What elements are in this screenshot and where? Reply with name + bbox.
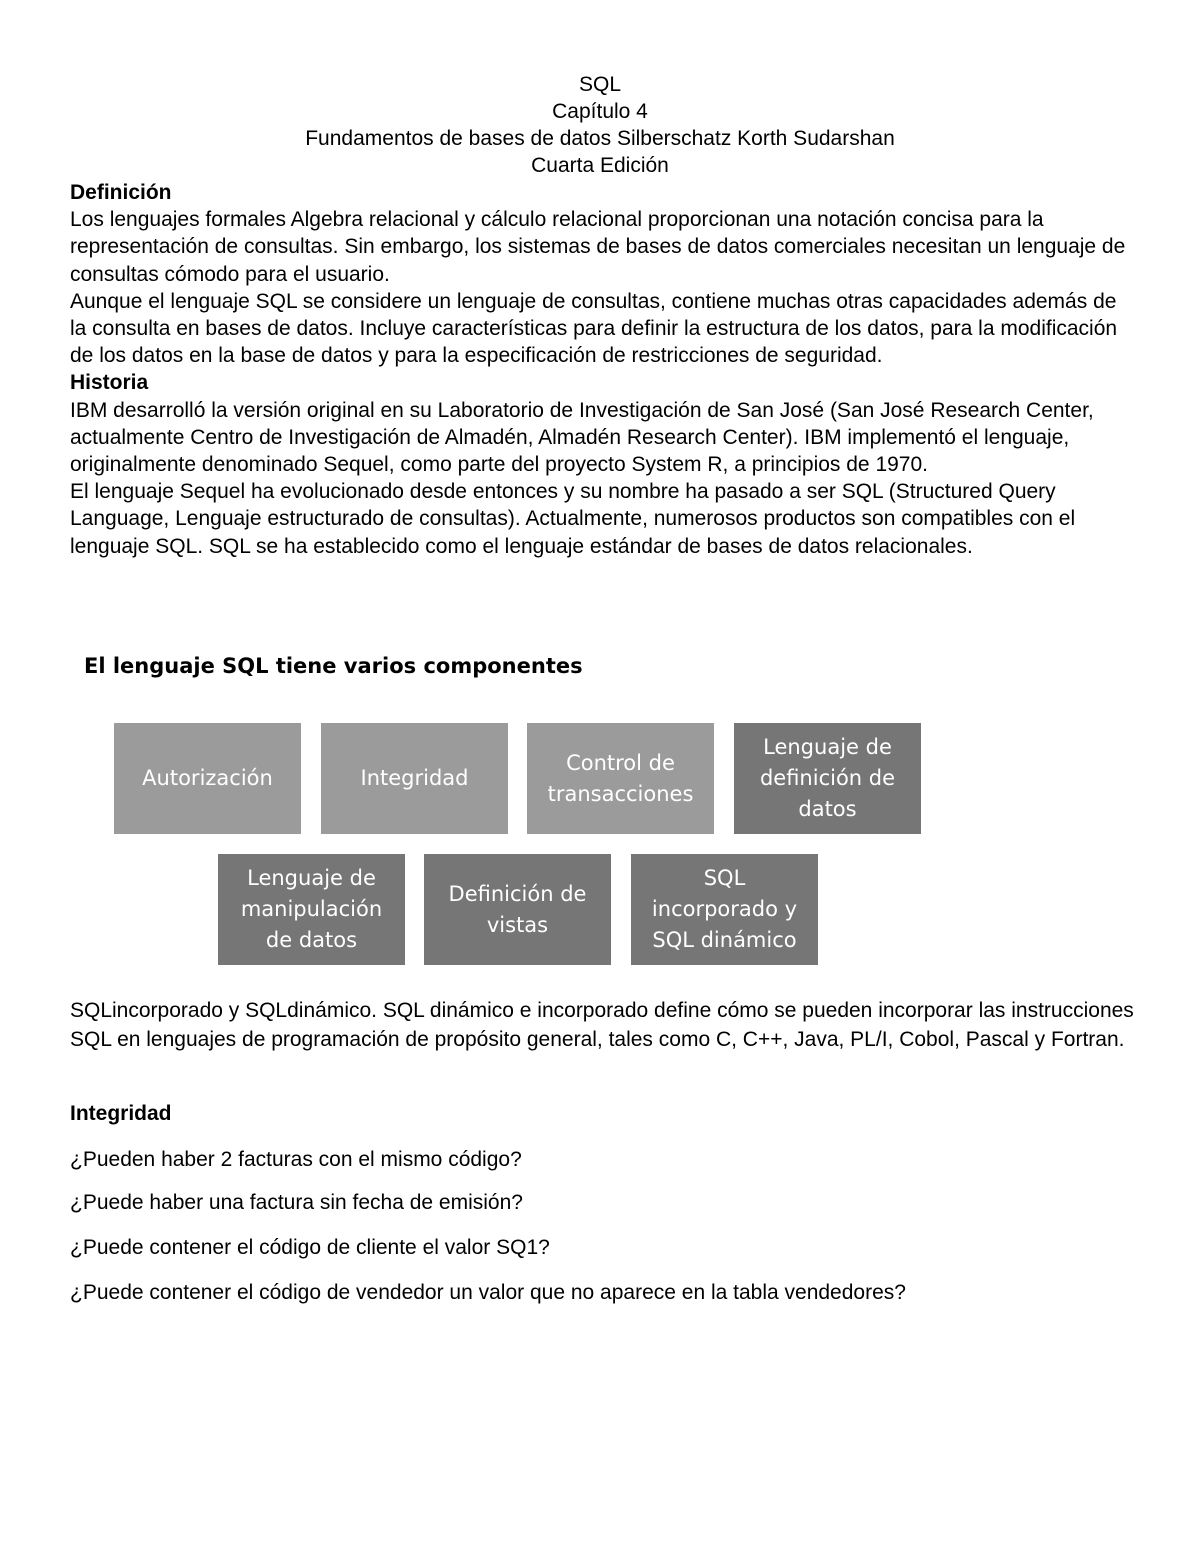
definicion-section [70, 179, 1135, 560]
document-title: SQL [578, 73, 622, 96]
integridad-question: ¿Puede contener el código de cliente el valor SQ1? [70, 1236, 550, 1259]
integridad-question: ¿Puede haber una factura sin fecha de emisión? [70, 1191, 523, 1214]
component-box-lenguaje-definicion-datos: Lenguaje de definición de datos [734, 723, 921, 834]
chapter-label: Capítulo 4 [552, 100, 648, 123]
component-box-control-transacciones: Control de transacciones [527, 723, 714, 834]
integridad-question: ¿Puede contener el código de vendedor un valor que no aparece en la tabla vendedores? [70, 1281, 906, 1304]
sql-incorporado-paragraph: SQLincorporado y SQLdinámico. SQL dinámico e incorporado define cómo se pueden incorporar las instrucciones SQL en lenguajes de programación de propósito general, tales como C, C++, Java, PL/I, Cobol, Pascal y Fortran. [70, 999, 1134, 1051]
historia-paragraph-2: El lenguaje Sequel ha evolucionado desde entonces y su nombre ha pasado a ser SQL (Structured Query Language, Lenguaje estructurado de consultas). Actualmente, numerosos productos son compatibles con el lenguaje SQL. SQL se ha establecido como el lenguaje estándar de bases de datos relacionales. [70, 480, 1076, 558]
component-box-definicion-vistas: Definición de vistas [424, 854, 611, 965]
book-reference: Fundamentos de bases de datos Silberschatz Korth Sudarshan [305, 127, 895, 150]
definicion-paragraph-1: Los lenguajes formales Algebra relacional y cálculo relacional proporcionan una notación concisa para la representación de consultas. Sin embargo, los sistemas de bases de datos comerciales necesitan un lenguaje de consultas cómodo para el usuario. [70, 208, 1126, 286]
component-box-lenguaje-manipulacion-datos: Lenguaje de manipulación de datos [218, 854, 405, 965]
integridad-heading: Integridad [70, 1102, 172, 1125]
component-box-autorizacion: Autorización [114, 723, 301, 834]
historia-heading: Historia [70, 371, 149, 395]
component-box-integridad: Integridad [321, 723, 508, 834]
definicion-paragraph-2: Aunque el lenguaje SQL se considere un lenguaje de consultas, contiene muchas otras capacidades además de la consulta en bases de datos. Incluye características para definir la estructura de los datos, para la modificación de los datos en la base de datos y para la especificación de restricciones de seguridad. [70, 289, 1118, 368]
edition-label: Cuarta Edición [531, 154, 669, 177]
historia-paragraph-1: IBM desarrolló la versión original en su Laboratorio de Investigación de San José (San José Research Center, actualmente Centro de Investigación de Almadén, Almadén Research Center). IBM implementó el lenguaje, originalmente denominado Sequel, como parte del proyecto System R, a principios de 1970. [70, 398, 1094, 477]
integridad-question: ¿Pueden haber 2 facturas con el mismo código? [70, 1148, 522, 1171]
component-box-sql-incorporado-dinamico: SQL incorporado y SQL dinámico [631, 854, 818, 965]
definicion-heading: Definición [70, 181, 172, 204]
figure-title: El lenguaje SQL tiene varios componentes [84, 654, 583, 678]
